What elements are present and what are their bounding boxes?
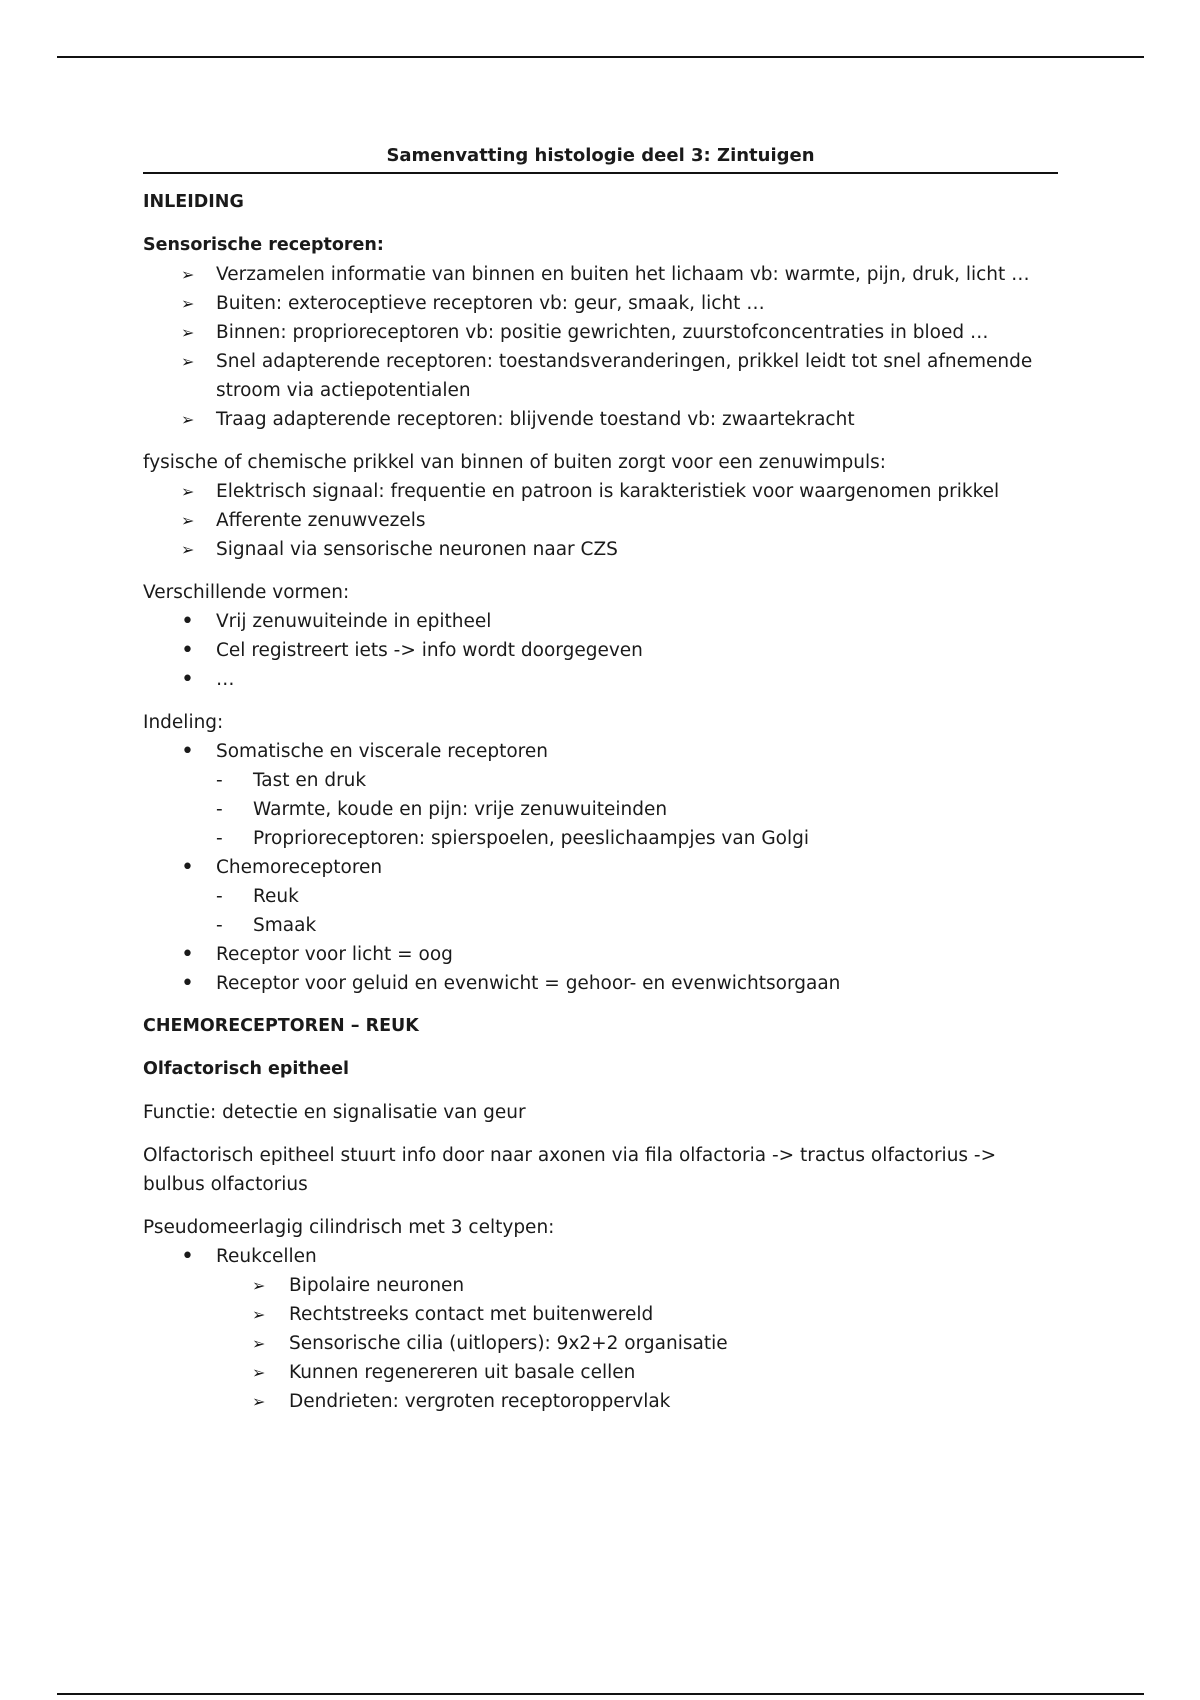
arrow-bullet-icon: ➢ xyxy=(181,294,195,313)
list-item: ➢ Elektrisch signaal: frequentie en patroon is karakteristiek voor waargenomen prikkel xyxy=(143,477,1058,506)
arrow-bullet-icon: ➢ xyxy=(252,1392,266,1411)
subheading-olfactorisch-epitheel: Olfactorisch epitheel xyxy=(143,1059,349,1079)
list-item: • Reukcellen ➢ Bipolaire neuronen ➢ Rechtstreeks contact met buitenwereld ➢ Sensorische cilia (uitlopers): 9x2+2 organisatie ➢ Kunnen regenereren uit basale cellen ➢ Dendrieten: vergroten receptoroppervlak xyxy=(143,1242,1058,1416)
page-header-rule xyxy=(57,56,1144,58)
arrow-bullet-icon: ➢ xyxy=(252,1276,266,1295)
bullet-icon: • xyxy=(181,1244,194,1269)
dash-bullet-icon: - xyxy=(216,886,223,907)
arrow-bullet-icon: ➢ xyxy=(181,265,195,284)
dash-bullet-icon: - xyxy=(216,828,223,849)
sensorische-list xyxy=(143,260,1058,434)
list-item: • Vrij zenuwuiteinde in epitheel xyxy=(181,609,492,634)
list-item: ➢ Signaal via sensorische neuronen naar CZS xyxy=(143,535,1058,564)
bullet-icon: • xyxy=(181,739,194,764)
list-item: • Chemoreceptoren - Reuk - Smaak xyxy=(143,853,1058,940)
list-item: ➢ Binnen: proprioreceptoren vb: positie gewrichten, zuurstofconcentraties in bloed … xyxy=(143,318,1058,347)
arrow-bullet-icon: ➢ xyxy=(252,1334,266,1353)
chemo-sublist xyxy=(216,882,1058,940)
bullet-icon: • xyxy=(181,855,194,880)
prikkel-list xyxy=(143,477,1058,564)
reukcellen-sublist xyxy=(216,1271,1058,1416)
list-item: ➢ Buiten: exteroceptieve receptoren vb: geur, smaak, licht … xyxy=(143,289,1058,318)
celtypen-list xyxy=(143,1242,1058,1416)
bullet-icon: • xyxy=(181,971,194,996)
arrow-bullet-icon: ➢ xyxy=(252,1363,266,1382)
arrow-bullet-icon: ➢ xyxy=(252,1305,266,1324)
pseudo-paragraph: Pseudomeerlagig cilindrisch met 3 celtypen: xyxy=(143,1217,555,1238)
sub-list-item: ➢ Kunnen regenereren uit basale cellen xyxy=(216,1358,1058,1387)
list-item: • Receptor voor geluid en evenwicht = gehoor- en evenwichtsorgaan xyxy=(181,971,841,996)
arrow-bullet-icon: ➢ xyxy=(181,352,195,371)
somatisch-sublist xyxy=(216,766,1058,853)
sub-list-item: ➢ Rechtstreeks contact met buitenwereld xyxy=(216,1300,1058,1329)
section-heading-chemoreceptoren: CHEMORECEPTOREN – REUK xyxy=(143,1016,419,1036)
arrow-bullet-icon: ➢ xyxy=(181,540,195,559)
bullet-icon: • xyxy=(181,609,194,634)
indeling-list xyxy=(143,737,1058,998)
list-item: • Receptor voor licht = oog xyxy=(181,942,453,967)
list-item: ➢ Snel adapterende receptoren: toestandsveranderingen, prikkel leidt tot snel afnemende stroom via actiepotentialen xyxy=(143,347,1058,405)
list-item: • Cel registreert iets -> info wordt doorgegeven xyxy=(181,638,643,663)
list-item: ➢ Verzamelen informatie van binnen en buiten het lichaam vb: warmte, pijn, druk, licht … xyxy=(143,260,1058,289)
document-body xyxy=(143,141,1058,1416)
arrow-bullet-icon: ➢ xyxy=(181,511,195,530)
list-item: ➢ Afferente zenuwvezels xyxy=(143,506,1058,535)
sub-list-item: - Smaak xyxy=(216,911,1058,940)
dash-bullet-icon: - xyxy=(216,915,223,936)
sub-list-item: - Reuk xyxy=(216,882,1058,911)
dash-bullet-icon: - xyxy=(216,770,223,791)
arrow-bullet-icon: ➢ xyxy=(181,323,195,342)
olfactorisch-paragraph: Olfactorisch epitheel stuurt info door naar axonen via fila olfactoria -> tractus olfactorius -> bulbus olfactorius xyxy=(143,1145,997,1195)
sub-list-item: - Warmte, koude en pijn: vrije zenuwuiteinden xyxy=(216,795,1058,824)
indeling-paragraph: Indeling: xyxy=(143,712,224,733)
sub-list-item: - Proprioreceptoren: spierspoelen, peeslichaampjes van Golgi xyxy=(216,824,1058,853)
sub-list-item: ➢ Sensorische cilia (uitlopers): 9x2+2 organisatie xyxy=(216,1329,1058,1358)
page-footer-rule xyxy=(57,1693,1144,1695)
bullet-icon: • xyxy=(181,667,194,692)
functie-paragraph: Functie: detectie en signalisatie van geur xyxy=(143,1102,526,1123)
list-item: • Somatische en viscerale receptoren - Tast en druk - Warmte, koude en pijn: vrije zenuwuiteinden - Proprioreceptoren: spierspoelen, peeslichaampjes van Golgi xyxy=(143,737,1058,853)
section-heading-inleiding: INLEIDING xyxy=(143,192,244,212)
title-block xyxy=(143,141,1058,174)
list-item: ➢ Traag adapterende receptoren: blijvende toestand vb: zwaartekracht xyxy=(143,405,1058,434)
list-item: • … xyxy=(181,667,235,692)
vormen-paragraph: Verschillende vormen: xyxy=(143,582,350,603)
sub-list-item: ➢ Bipolaire neuronen xyxy=(216,1271,1058,1300)
dash-bullet-icon: - xyxy=(216,799,223,820)
sub-list-item: ➢ Dendrieten: vergroten receptoroppervlak xyxy=(216,1387,1058,1416)
bullet-icon: • xyxy=(181,638,194,663)
arrow-bullet-icon: ➢ xyxy=(181,482,195,501)
bullet-icon: • xyxy=(181,942,194,967)
document-title: Samenvatting histologie deel 3: Zintuigen xyxy=(386,145,815,166)
subheading-sensorische-receptoren: Sensorische receptoren: xyxy=(143,235,384,255)
prikkel-paragraph: fysische of chemische prikkel van binnen of buiten zorgt voor een zenuwimpuls: xyxy=(143,452,887,473)
sub-list-item: - Tast en druk xyxy=(216,766,1058,795)
arrow-bullet-icon: ➢ xyxy=(181,410,195,429)
vormen-list xyxy=(143,607,1058,694)
